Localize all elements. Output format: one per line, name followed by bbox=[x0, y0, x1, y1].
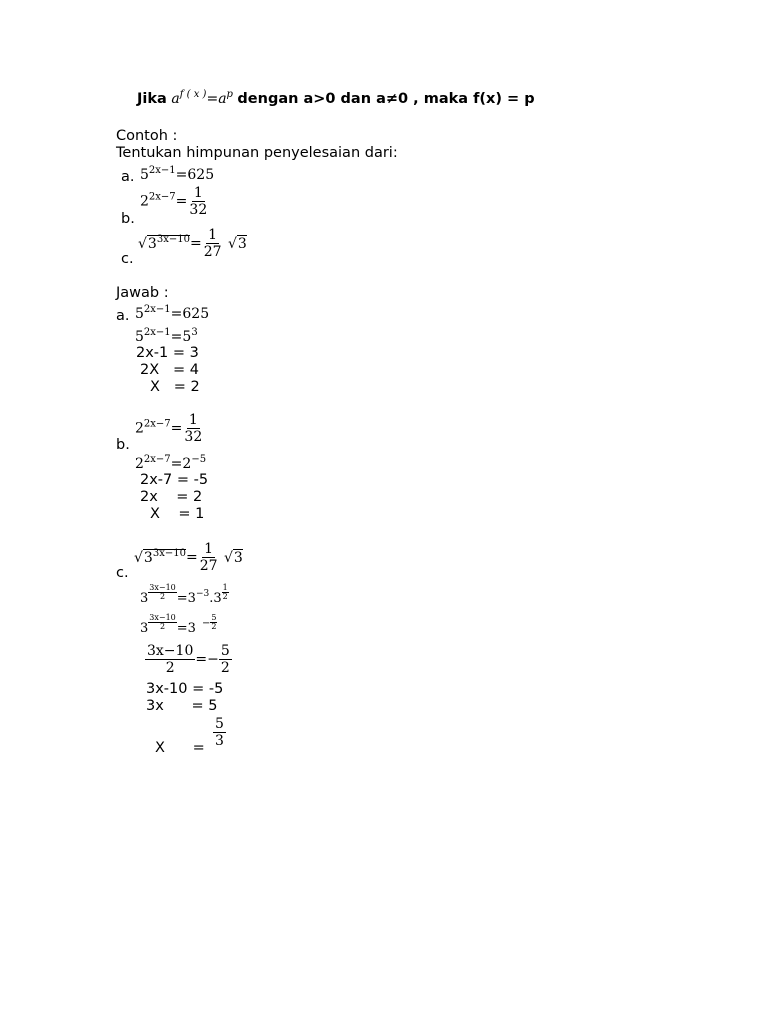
eq-exponent: 2x−1 bbox=[143, 327, 171, 338]
contoh-title: Contoh : bbox=[116, 128, 178, 144]
fraction bbox=[145, 644, 195, 675]
eq-base: 5 bbox=[135, 306, 144, 322]
eq-rhs: =2 bbox=[170, 456, 192, 472]
fraction bbox=[182, 413, 204, 444]
rule-exp-right: p bbox=[226, 89, 233, 100]
eq-rhs: .3 bbox=[209, 591, 222, 606]
rule-formula bbox=[171, 91, 237, 107]
jawab-c-step5: 3x-10 = -5 bbox=[146, 681, 224, 697]
eq-exponent-sign: − bbox=[201, 618, 211, 629]
fraction bbox=[198, 542, 220, 573]
frac-num: 5 bbox=[220, 643, 230, 659]
frac-den: 2 bbox=[222, 592, 228, 601]
eq-equals: = bbox=[189, 235, 202, 252]
exp-fraction bbox=[210, 614, 217, 631]
frac-den: 27 bbox=[199, 558, 218, 574]
frac-num: 3x−10 bbox=[149, 613, 176, 622]
jawab-c-label: c. bbox=[116, 565, 129, 581]
sqrt-content: 3 bbox=[233, 549, 243, 566]
eq-base: 3 bbox=[147, 235, 157, 252]
contoh-a-equation bbox=[140, 166, 214, 182]
contoh-b-label: b. bbox=[121, 211, 135, 227]
rule-equals: = bbox=[206, 91, 219, 107]
eq-rhs: =625 bbox=[175, 167, 215, 183]
frac-num: 3x−10 bbox=[147, 643, 194, 659]
jawab-a-step1 bbox=[135, 305, 209, 321]
jawab-b-step4: 2x = 2 bbox=[140, 489, 203, 505]
jawab-c-final-x: X = bbox=[155, 740, 205, 756]
frac-num: 1 bbox=[193, 185, 203, 201]
eq-base: 3 bbox=[143, 549, 153, 566]
eq-exponent: 3x−10 bbox=[152, 547, 186, 559]
frac-den: 32 bbox=[189, 202, 208, 218]
jawab-c-step4-frac bbox=[145, 644, 232, 675]
eq-rhs: =3 bbox=[176, 621, 196, 636]
frac-den: 27 bbox=[203, 244, 222, 260]
exp-fraction bbox=[148, 614, 176, 631]
contoh-c-label: c. bbox=[121, 251, 134, 267]
frac-num: 1 bbox=[222, 583, 228, 592]
exp-fraction bbox=[222, 584, 229, 601]
eq-exponent: 2x−1 bbox=[148, 165, 176, 176]
eq-base: 5 bbox=[135, 329, 144, 345]
frac-num: 3x−10 bbox=[149, 583, 176, 592]
eq-equals: = bbox=[175, 193, 188, 210]
frac-num: 5 bbox=[211, 613, 217, 622]
eq-exponent: 2x−7 bbox=[148, 191, 176, 203]
rule-line bbox=[137, 90, 535, 107]
frac-num: 1 bbox=[204, 541, 214, 557]
sqrt bbox=[134, 549, 186, 565]
sqrt-content bbox=[147, 235, 190, 252]
jawab-c-step3 bbox=[140, 614, 217, 635]
frac-num: 1 bbox=[188, 412, 198, 428]
sqrt bbox=[228, 237, 247, 251]
jawab-a-label: a. bbox=[116, 308, 130, 324]
jawab-a-step2 bbox=[135, 328, 198, 344]
sqrt bbox=[138, 235, 190, 251]
eq-base: 2 bbox=[140, 193, 149, 210]
sqrt-content bbox=[143, 549, 186, 566]
eq-rhs: =5 bbox=[170, 329, 192, 345]
rule-suffix: dengan a>0 dan a≠0 , maka f(x) = p bbox=[237, 91, 535, 107]
sqrt-icon: √ bbox=[134, 549, 143, 566]
eq-base: 2 bbox=[135, 420, 144, 437]
eq-rhs: =625 bbox=[170, 306, 210, 322]
rule-base: a bbox=[171, 91, 180, 107]
fraction bbox=[219, 644, 232, 675]
eq-exponent: −3 bbox=[195, 589, 210, 599]
jawab-b-step2 bbox=[135, 455, 206, 471]
eq-rhs: =3 bbox=[176, 591, 196, 606]
jawab-a-step5: X = 2 bbox=[150, 379, 200, 395]
fraction bbox=[213, 717, 226, 748]
eq-base: 3 bbox=[140, 621, 149, 636]
rule-base-2: a bbox=[218, 91, 227, 107]
eq-rhs: =− bbox=[195, 651, 219, 668]
frac-num: 5 bbox=[215, 716, 224, 732]
frac-num: 1 bbox=[208, 227, 218, 243]
frac-den: 2 bbox=[220, 660, 230, 676]
jawab-a-step4: 2X = 4 bbox=[140, 362, 199, 378]
eq-equals: = bbox=[170, 420, 183, 437]
contoh-a-label: a. bbox=[121, 169, 135, 185]
frac-den: 2 bbox=[159, 622, 166, 631]
jawab-b-step1 bbox=[135, 413, 204, 444]
sqrt-content: 3 bbox=[237, 235, 247, 252]
rule-exp-left: f ( x ) bbox=[179, 89, 207, 100]
sqrt-icon: √ bbox=[138, 235, 147, 252]
fraction bbox=[202, 228, 224, 259]
sqrt-icon: √ bbox=[223, 549, 233, 566]
contoh-c-equation bbox=[138, 228, 247, 259]
eq-exponent: 3x−10 bbox=[156, 233, 190, 245]
eq-equals: = bbox=[185, 549, 198, 566]
fraction bbox=[187, 186, 209, 217]
jawab-c-final-frac bbox=[213, 717, 226, 748]
jawab-c-step2 bbox=[140, 584, 229, 605]
eq-exponent: −5 bbox=[191, 454, 207, 465]
jawab-c-step1 bbox=[134, 542, 243, 573]
jawab-c-step6: 3x = 5 bbox=[146, 698, 218, 714]
rule-prefix: Jika bbox=[137, 91, 167, 107]
eq-exponent: 2x−7 bbox=[143, 454, 171, 465]
eq-base: 2 bbox=[135, 456, 144, 472]
sqrt-icon: √ bbox=[227, 235, 237, 252]
frac-den: 2 bbox=[159, 592, 166, 601]
jawab-b-label: b. bbox=[116, 437, 130, 453]
contoh-instruction: Tentukan himpunan penyelesaian dari: bbox=[116, 145, 398, 161]
exp-fraction bbox=[148, 584, 176, 601]
frac-den: 32 bbox=[184, 429, 203, 445]
jawab-a-step3: 2x-1 = 3 bbox=[136, 345, 199, 361]
eq-base: 5 bbox=[140, 167, 149, 183]
eq-exponent: 2x−1 bbox=[143, 304, 171, 315]
eq-base: 3 bbox=[140, 591, 149, 606]
contoh-b-equation bbox=[140, 186, 209, 217]
sqrt bbox=[224, 551, 243, 565]
jawab-title: Jawab : bbox=[116, 285, 169, 301]
frac-den: 3 bbox=[215, 733, 224, 749]
jawab-b-step3: 2x-7 = -5 bbox=[140, 472, 209, 488]
eq-exponent: 2x−7 bbox=[143, 418, 171, 430]
frac-den: 2 bbox=[211, 622, 217, 631]
eq-exponent: 3 bbox=[191, 327, 198, 338]
frac-den: 2 bbox=[165, 660, 175, 676]
jawab-b-step5: X = 1 bbox=[150, 506, 205, 522]
